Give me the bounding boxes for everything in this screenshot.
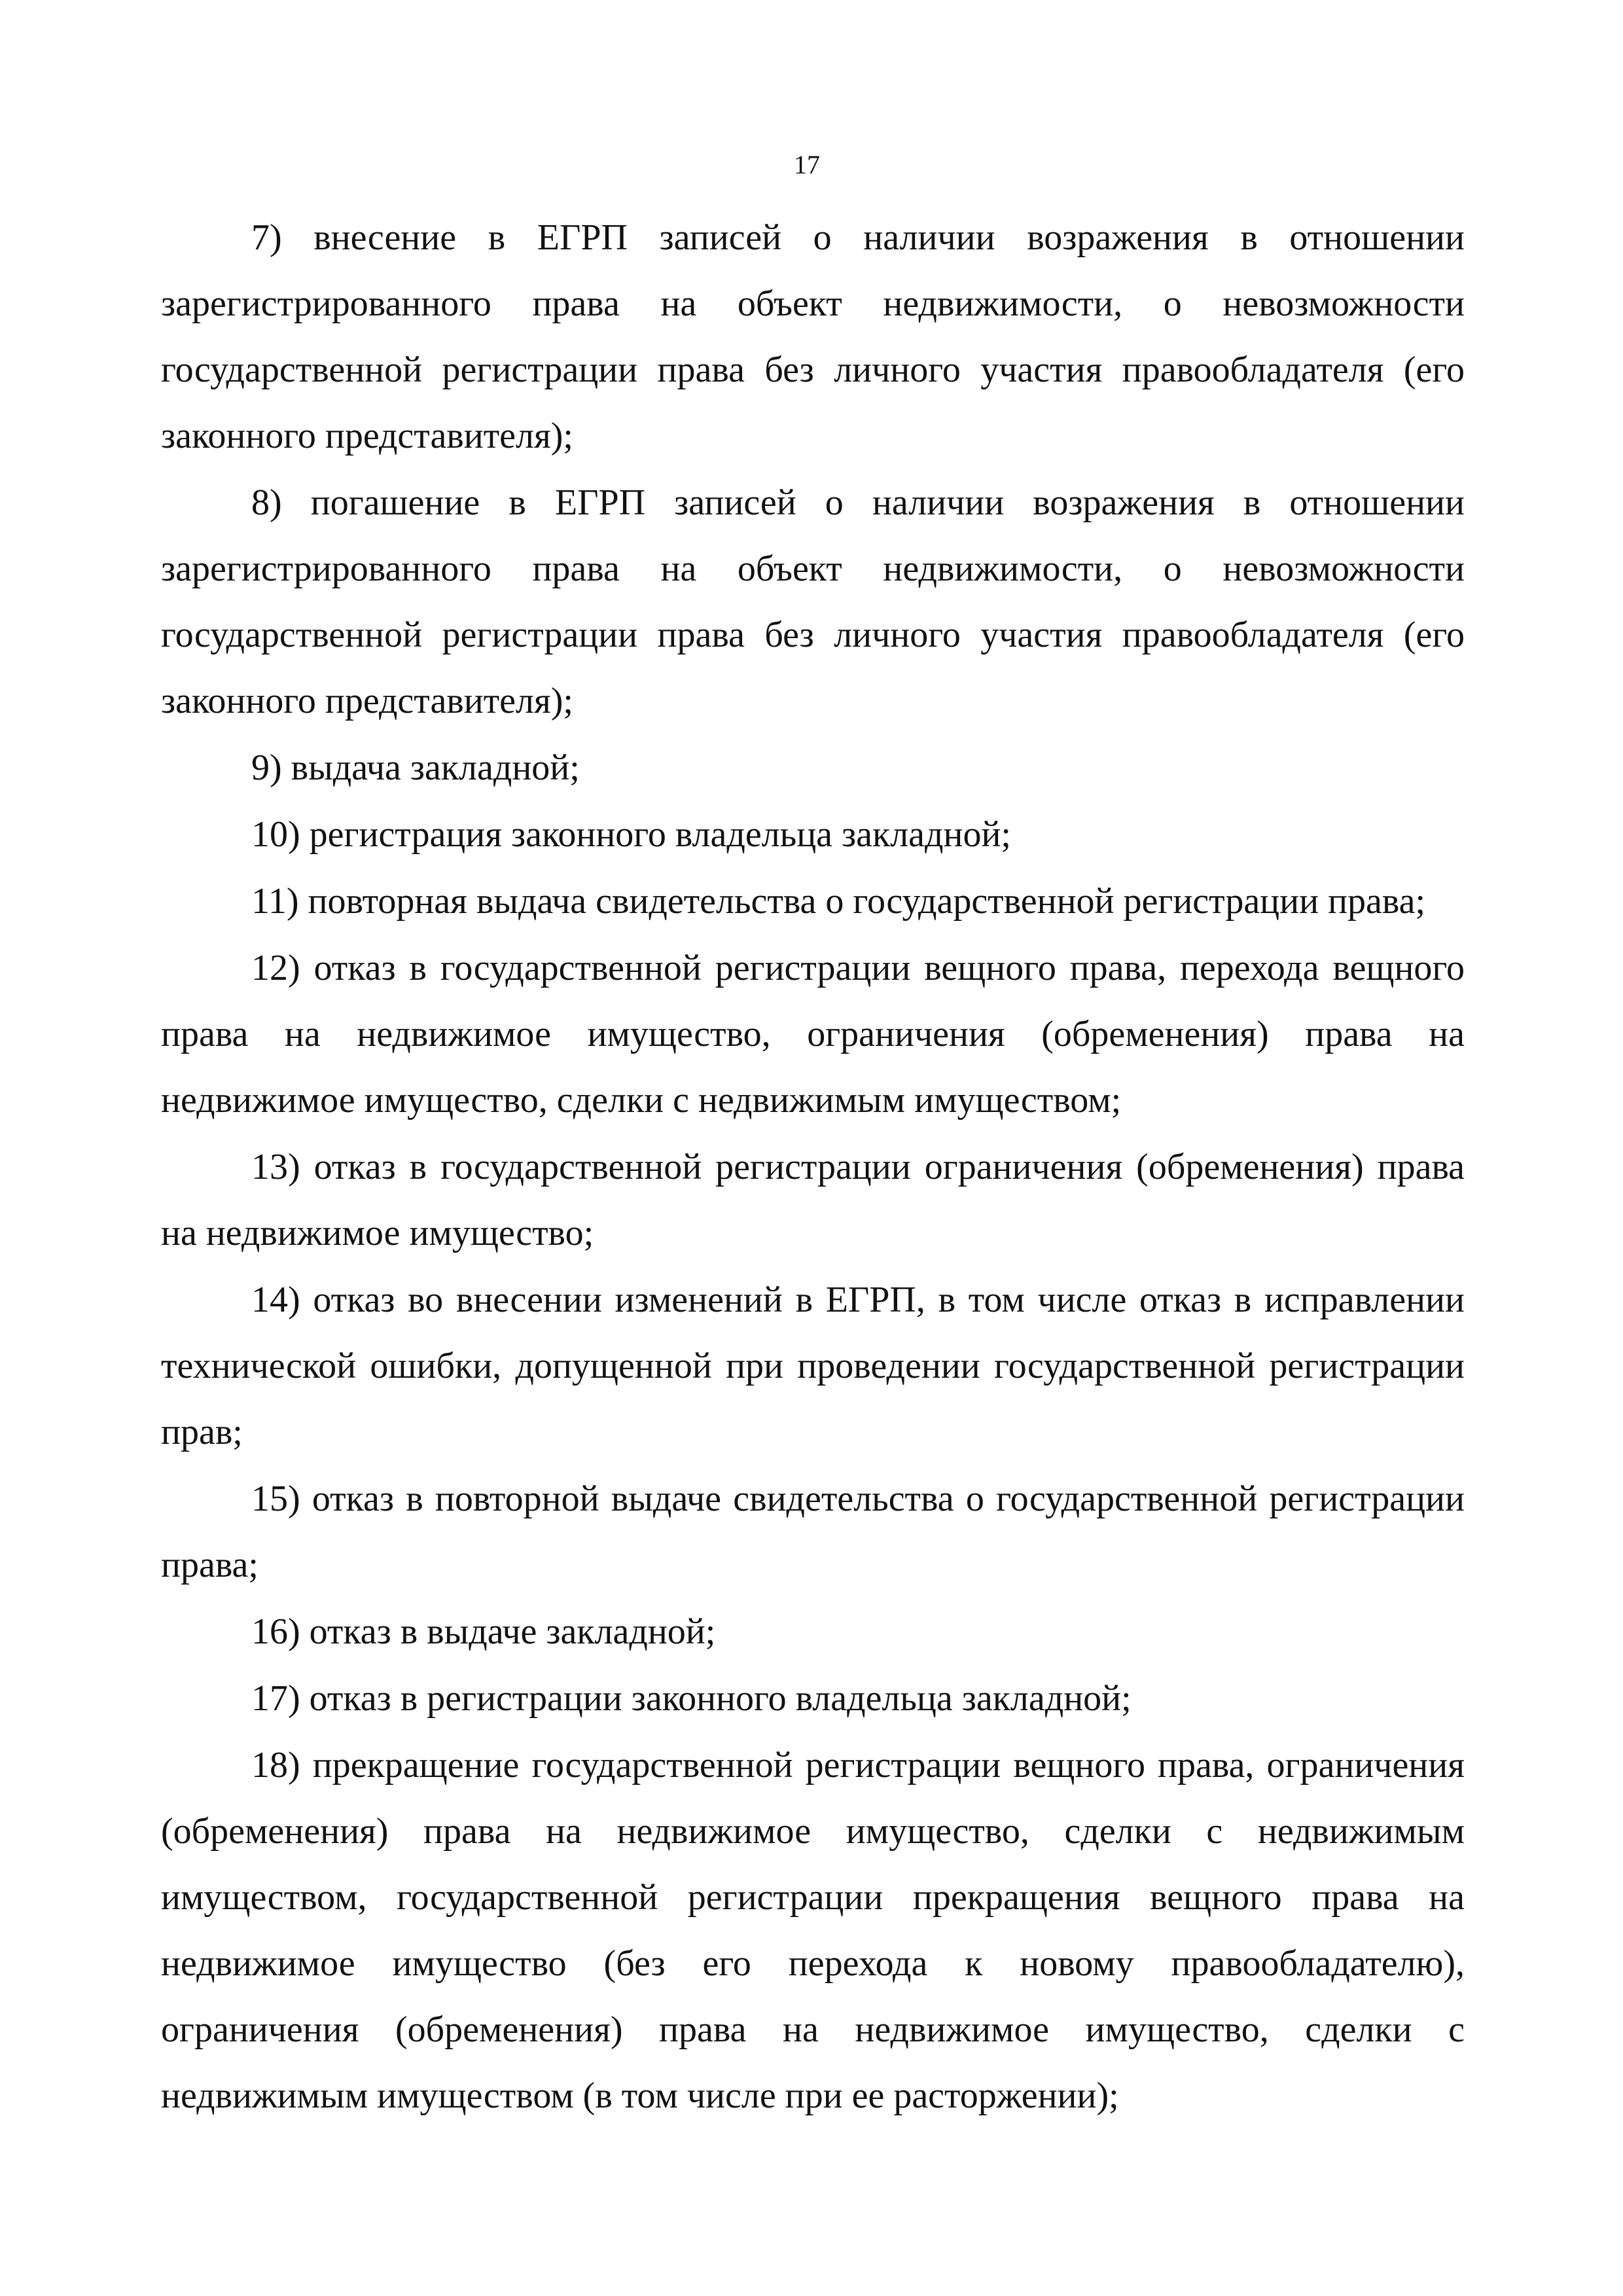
list-item-14: 14) отказ во внесении изменений в ЕГРП, в том числе отказ в исправлении технической ошибки, допущенной при проведении государственной регистрации прав; — [161, 1280, 1465, 1452]
list-item-17: 17) отказ в регистрации законного владельца закладной; — [251, 1678, 1132, 1719]
list-item-10: 10) регистрация законного владельца закладной; — [251, 814, 1011, 855]
list-item-11: 11) повторная выдача свидетельства о государственной регистрации права; — [251, 881, 1426, 922]
list-item-8: 8) погашение в ЕГРП записей о наличии возражения в отношении зарегистрированного права на объект недвижимости, о невозможности государственной регистрации права без личного участия правообладателя (его законного представителя); — [161, 482, 1465, 721]
list-item-18: 18) прекращение государственной регистрации вещного права, ограничения (обременения) права на недвижимое имущество, сделки с недвижимым имуществом, государственной регистрации прекращения вещного права на недвижимое имущество (без его перехода к новому правообладателю), ограничения (обременения) права на недвижимое имущество, сделки с недвижимым имуществом (в том числе при ее расторжении); — [161, 1745, 1465, 2116]
page-number: 17 — [794, 150, 820, 179]
list-item-16: 16) отказ в выдаче закладной; — [251, 1611, 716, 1652]
list-item-12: 12) отказ в государственной регистрации вещного права, перехода вещного права на недвижимое имущество, ограничения (обременения) права на недвижимое имущество, сделки с недвижимым имуществом; — [161, 948, 1465, 1121]
list-item-9: 9) выдача закладной; — [251, 747, 580, 788]
list-item-13: 13) отказ в государственной регистрации ограничения (обременения) права на недвижимое имущество; — [161, 1147, 1465, 1253]
list-item-7: 7) внесение в ЕГРП записей о наличии возражения в отношении зарегистрированного права на объект недвижимости, о невозможности государственной регистрации права без личного участия правообладателя (его законного представителя); — [161, 217, 1465, 456]
list-item-15: 15) отказ в повторной выдаче свидетельства о государственной регистрации права; — [161, 1479, 1465, 1585]
document-body — [161, 204, 1465, 2129]
